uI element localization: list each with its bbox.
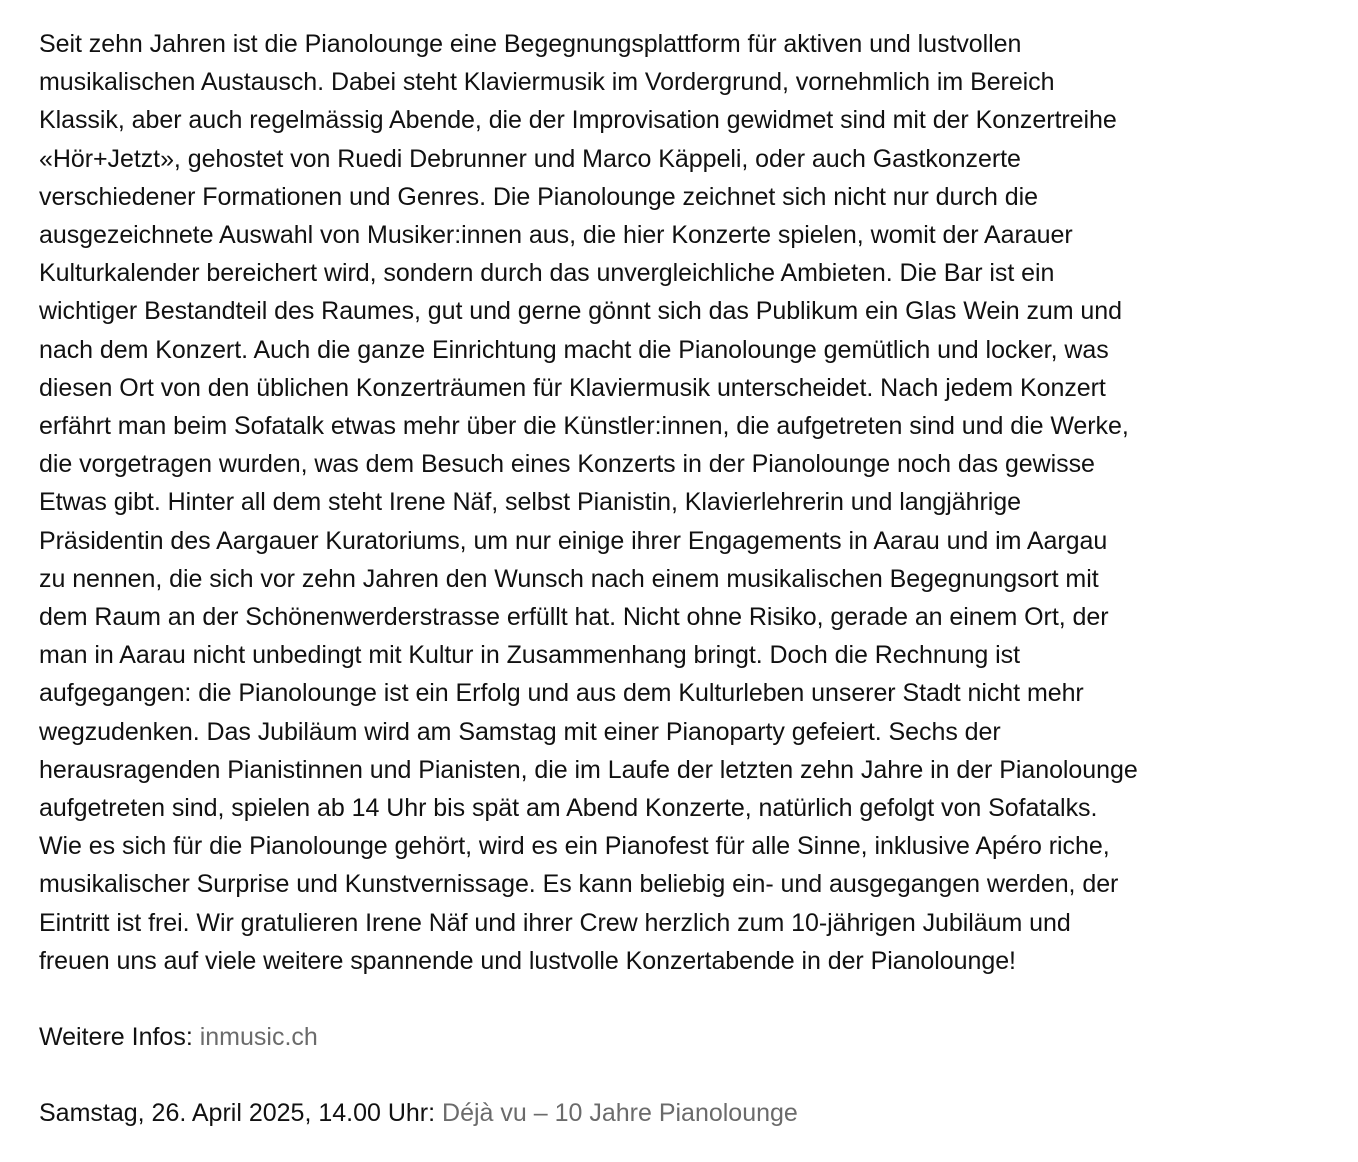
inmusic-link[interactable]: inmusic.ch xyxy=(199,1023,318,1052)
body-line: Kulturkalender bereichert wird, sondern durch das unvergleichliche Ambieten. Die Bar ist ein xyxy=(39,259,1055,288)
body-line: dem Raum an der Schönenwerderstrasse erfüllt hat. Nicht ohne Risiko, gerade an einem Ort, der xyxy=(39,603,1109,632)
event-info xyxy=(39,1094,1289,1132)
body-line: man in Aarau nicht unbedingt mit Kultur in Zusammenhang bringt. Doch die Rechnung ist xyxy=(39,641,1021,670)
more-info xyxy=(39,1018,1289,1056)
body-line: aufgegangen: die Pianolounge ist ein Erfolg und aus dem Kulturleben unserer Stadt nicht mehr xyxy=(39,679,1084,708)
body-line: Eintritt ist frei. Wir gratulieren Irene Näf und ihrer Crew herzlich zum 10-jährigen Jubiläum und xyxy=(39,908,1071,937)
body-line: zu nennen, die sich vor zehn Jahren den Wunsch nach einem musikalischen Begegnungsort mit xyxy=(39,564,1099,593)
body-line: ausgezeichnete Auswahl von Musiker:innen aus, die hier Konzerte spielen, womit der Aarauer xyxy=(39,221,1073,250)
body-line: musikalischen Austausch. Dabei steht Klaviermusik im Vordergrund, vornehmlich im Bereich xyxy=(39,68,1055,97)
body-line: musikalischer Surprise und Kunstvernissage. Es kann beliebig ein- und ausgegangen werden, der xyxy=(39,870,1119,899)
body-line: diesen Ort von den üblichen Konzerträumen für Klaviermusik unterscheidet. Nach jedem Konzert xyxy=(39,373,1106,402)
article xyxy=(39,25,1289,1132)
event-link[interactable]: Déjà vu – 10 Jahre Pianolounge xyxy=(442,1099,798,1128)
article-body xyxy=(39,25,1289,980)
body-line: aufgetreten sind, spielen ab 14 Uhr bis spät am Abend Konzerte, natürlich gefolgt von Sofatalks. xyxy=(39,794,1098,823)
more-info-label: Weitere Infos: xyxy=(39,1023,200,1052)
body-line: «Hör+Jetzt», gehostet von Ruedi Debrunner und Marco Käppeli, oder auch Gastkonzerte xyxy=(39,144,1021,173)
body-line: die vorgetragen wurden, was dem Besuch eines Konzerts in der Pianolounge noch das gewisse xyxy=(39,450,1095,479)
body-line: herausragenden Pianistinnen und Pianisten, die im Laufe der letzten zehn Jahre in der Pianolounge xyxy=(39,755,1138,784)
body-line: Etwas gibt. Hinter all dem steht Irene Näf, selbst Pianistin, Klavierlehrerin und langjährige xyxy=(39,488,1021,517)
body-line: verschiedener Formationen und Genres. Die Pianolounge zeichnet sich nicht nur durch die xyxy=(39,182,1039,211)
body-line: nach dem Konzert. Auch die ganze Einrichtung macht die Pianolounge gemütlich und locker, was xyxy=(39,335,1109,364)
body-line: Präsidentin des Aargauer Kuratoriums, um nur einige ihrer Engagements in Aarau und im Aargau xyxy=(39,526,1108,555)
body-line: freuen uns auf viele weitere spannende und lustvolle Konzertabende in der Pianolounge! xyxy=(39,946,1016,975)
body-line: wegzudenken. Das Jubiläum wird am Samstag mit einer Pianoparty gefeiert. Sechs der xyxy=(39,717,1001,746)
body-line: erfährt man beim Sofatalk etwas mehr über die Künstler:innen, die aufgetreten sind und die Werke, xyxy=(39,412,1129,441)
event-date-label: Samstag, 26. April 2025, 14.00 Uhr: xyxy=(39,1099,443,1128)
body-line: Klassik, aber auch regelmässig Abende, die der Improvisation gewidmet sind mit der Konzertreihe xyxy=(39,106,1117,135)
body-line: wichtiger Bestandteil des Raumes, gut und gerne gönnt sich das Publikum ein Glas Wein zum und xyxy=(39,297,1122,326)
body-line: Seit zehn Jahren ist die Pianolounge eine Begegnungsplattform für aktiven und lustvollen xyxy=(39,30,1022,58)
body-line: Wie es sich für die Pianolounge gehört, wird es ein Pianofest für alle Sinne, inklusive Apéro riche, xyxy=(39,832,1110,861)
